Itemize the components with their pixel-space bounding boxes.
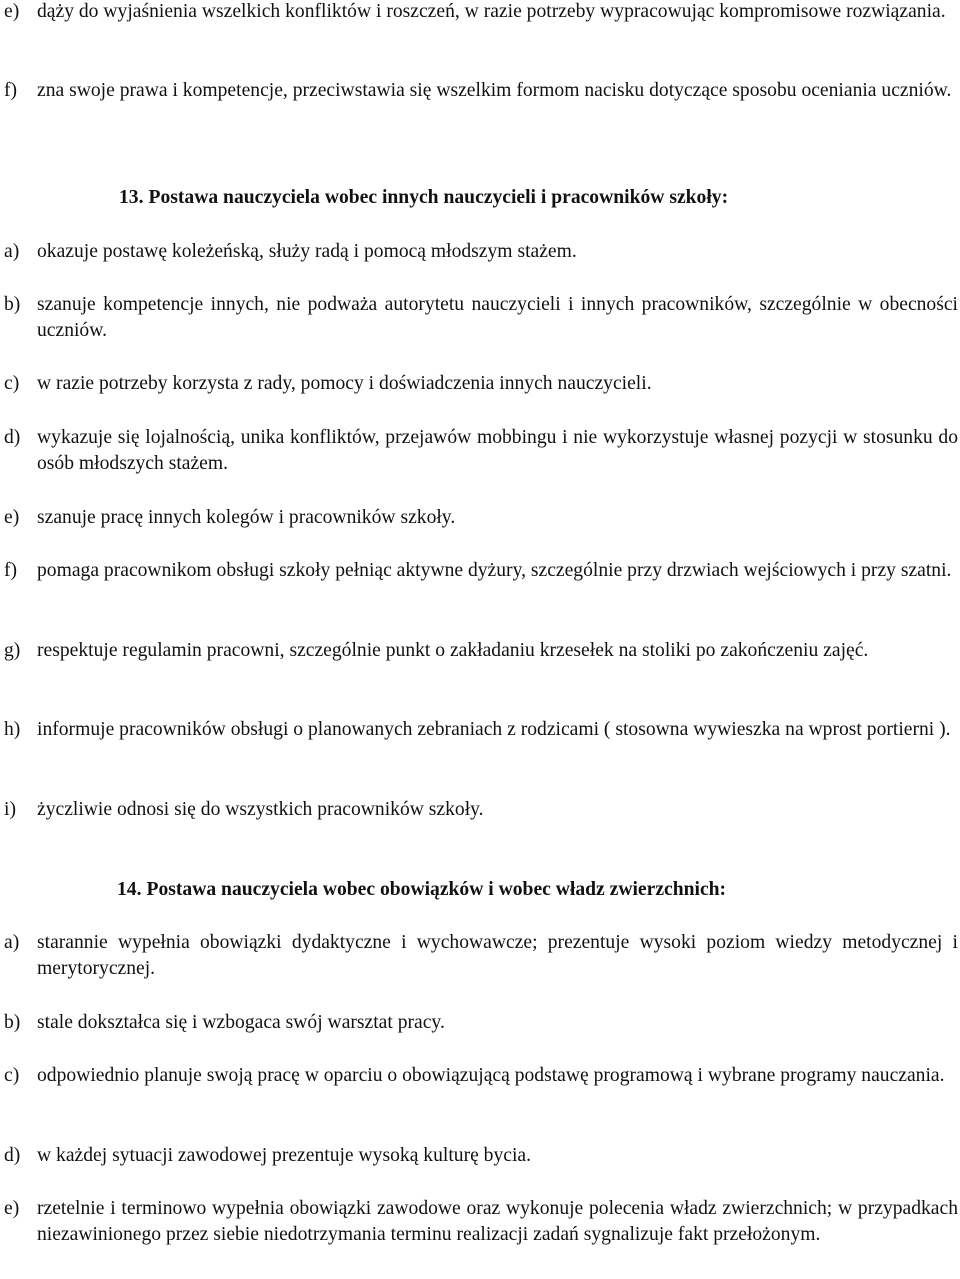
list-item — [0, 371, 958, 397]
list-marker: f) — [4, 80, 18, 101]
list-item — [0, 638, 958, 664]
list-item — [0, 505, 958, 531]
list-marker: c) — [4, 373, 20, 394]
list-item — [0, 717, 958, 743]
list-item-text: dąży do wyjaśnienia wszelkich konfliktów i roszczeń, w razie potrzeby wypracowując kompromisowe rozwiązania. — [37, 1, 946, 22]
list-marker: b) — [4, 294, 21, 315]
list-marker: b) — [4, 1012, 21, 1033]
list-item-text: wykazuje się lojalnością, unika konfliktów, przejawów mobbingu i nie wykorzystuje własnej pozycji w stosunku do osób młodszych stażem. — [37, 427, 958, 474]
list-marker: e) — [4, 1, 20, 22]
list-item — [0, 1143, 958, 1169]
list-item-text: rzetelnie i terminowo wypełnia obowiązki zawodowe oraz wykonuje polecenia władz zwierzchnich; w przypadkach niezawinionego przez siebie niedotrzymania terminu realizacji zadań sygnalizuje fakt przełożonym. — [37, 1198, 958, 1245]
list-item-text: starannie wypełnia obowiązki dydaktyczne i wychowawcze; prezentuje wysoki poziom wiedzy metodycznej i merytorycznej. — [37, 932, 958, 979]
list-marker: e) — [4, 1198, 20, 1219]
list-item — [0, 1063, 958, 1089]
list-marker: c) — [4, 1065, 20, 1086]
list-marker: f) — [4, 560, 18, 581]
list-item — [0, 78, 958, 104]
list-item — [0, 425, 958, 477]
list-item-text: zna swoje prawa i kompetencje, przeciwstawia się wszelkim formom nacisku dotyczące sposobu oceniania uczniów. — [37, 80, 952, 101]
list-item-text: szanuje pracę innych kolegów i pracowników szkoły. — [37, 507, 456, 528]
section-heading — [117, 877, 947, 903]
list-item-text: pomaga pracownikom obsługi szkoły pełniąc aktywne dyżury, szczególnie przy drzwiach wejściowych i przy szatni. — [37, 560, 952, 581]
list-item-text: szanuje kompetencje innych, nie podważa autorytetu nauczycieli i innych pracowników, szczególnie w obecności uczniów. — [37, 294, 958, 341]
list-item — [0, 292, 958, 344]
list-item-text: respektuje regulamin pracowni, szczególnie punkt o zakładaniu krzesełek na stoliki po zakończeniu zajęć. — [37, 640, 869, 661]
list-marker: d) — [4, 427, 21, 448]
section-number: 14. — [117, 879, 142, 900]
list-item — [0, 1010, 958, 1036]
list-item-text: w każdej sytuacji zawodowej prezentuje wysoką kulturę bycia. — [37, 1145, 532, 1166]
list-item — [0, 239, 958, 265]
list-item-text: odpowiednio planuje swoją pracę w oparciu o obowiązującą podstawę programową i wybrane programy nauczania. — [37, 1065, 945, 1086]
list-item — [0, 930, 958, 982]
list-item — [0, 0, 958, 25]
list-item-text: okazuje postawę koleżeńską, służy radą i pomocą młodszym stażem. — [37, 241, 577, 262]
list-marker: h) — [4, 719, 21, 740]
section-number: 13. — [119, 187, 144, 208]
list-item-text: w razie potrzeby korzysta z rady, pomocy i doświadczenia innych nauczycieli. — [37, 373, 652, 394]
list-marker: e) — [4, 507, 20, 528]
list-marker: a) — [4, 241, 20, 262]
list-marker: i) — [4, 799, 16, 820]
list-marker: d) — [4, 1145, 21, 1166]
list-marker: g) — [4, 640, 21, 661]
list-item-text: stale dokształca się i wzbogaca swój warsztat pracy. — [37, 1012, 445, 1033]
list-item — [0, 1196, 958, 1248]
section-title: Postawa nauczyciela wobec obowiązków i wobec władz zwierzchnich: — [146, 879, 727, 900]
list-marker: a) — [4, 932, 20, 953]
section-heading — [119, 185, 949, 211]
section-title: Postawa nauczyciela wobec innych nauczycieli i pracowników szkoły: — [148, 187, 729, 208]
list-item — [0, 558, 958, 584]
list-item-text: życzliwie odnosi się do wszystkich pracowników szkoły. — [37, 799, 484, 820]
list-item — [0, 797, 958, 823]
list-item-text: informuje pracowników obsługi o planowanych zebraniach z rodzicami ( stosowna wywieszka na wprost portierni ). — [37, 719, 951, 740]
